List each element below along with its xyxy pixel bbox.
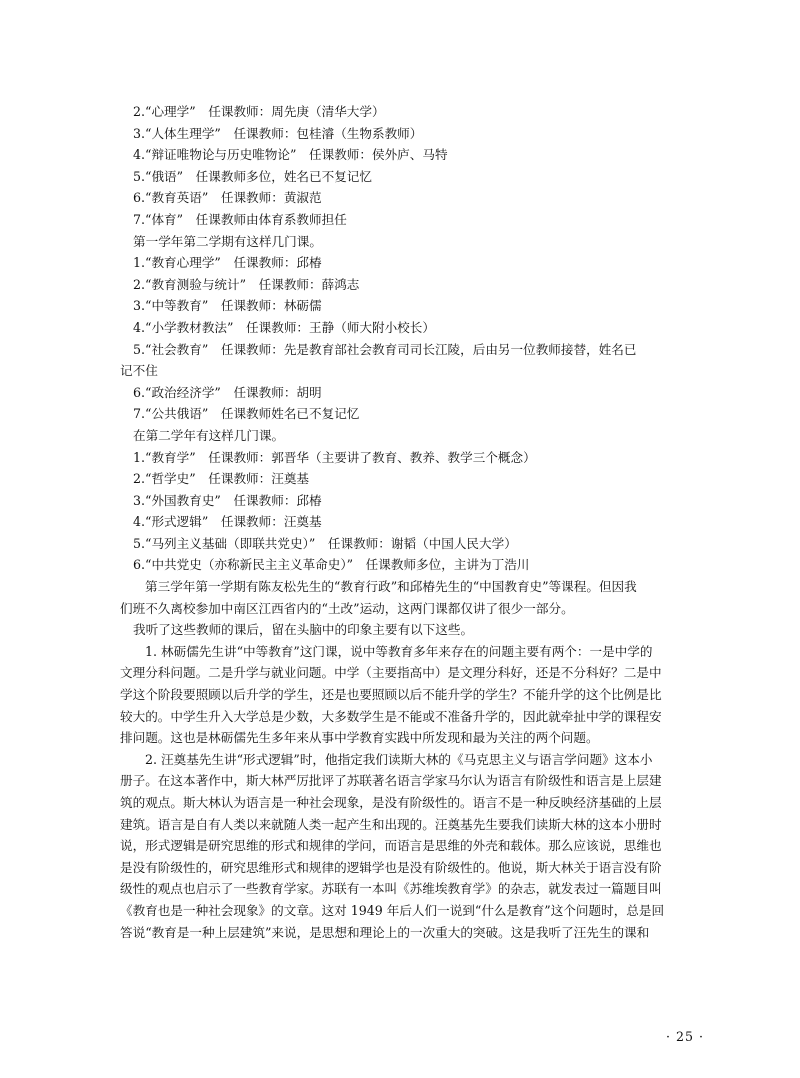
- text-line: 们班不久离校参加中南区江西省内的“土改”运动，这两门课都仅讲了很少一部分。: [120, 600, 574, 616]
- text-line: 2. 汪奠基先生讲“形式逻辑”时，他指定我们读斯大林的《马克思主义与语言学问题》这本小: [145, 751, 653, 767]
- text-line: 建筑。语言是自有人类以来就随人类一起产生和出现的。汪奠基先生要我们读斯大林的这本小册时: [120, 816, 662, 832]
- course-item: 3.“中等教育” 任课教师：林砺儒: [133, 298, 322, 314]
- course-item: 2.“哲学史” 任课教师：汪奠基: [133, 471, 310, 487]
- paragraph-wang-dianji: [120, 749, 708, 943]
- text-line: 册子。在这本著作中，斯大林严厉批评了苏联著名语言学家马尔认为语言有阶级性和语言是上层建: [120, 773, 662, 789]
- course-item: 3.“人体生理学” 任课教师：包桂濬（生物系教师）: [133, 125, 423, 141]
- text-line: 《教育也是一种社会现象》的文章。这对 1949 年后人们一说到“什么是教育”这个问题时，总是回: [120, 902, 665, 918]
- course-item: 7.“体育” 任课教师由体育系教师担任: [133, 211, 347, 227]
- course-item: 3.“外国教育史” 任课教师：邱椿: [133, 492, 322, 508]
- course-item: 6.“中共党史（亦称新民主主义革命史）” 任课教师多位，主讲为丁浩川: [133, 557, 530, 573]
- text-line: 说，形式逻辑是研究思维的形式和规律的学问，而语言是思维的外壳和载体。那么应该说，思维也: [120, 838, 662, 854]
- course-item: 7.“公共俄语” 任课教师姓名已不复记忆: [133, 406, 360, 422]
- course-item: 记不住: [120, 363, 158, 379]
- paragraph-lin-liru: [120, 641, 708, 749]
- course-item: 5.“马列主义基础（即联共党史）” 任课教师：谢韬（中国人民大学）: [133, 535, 517, 551]
- course-item: 6.“教育英语” 任课教师：黄淑范: [133, 190, 322, 206]
- text-line: 学这个阶段要照顾以后升学的学生，还是也要照顾以后不能升学的学生？不能升学的这个比例是比: [120, 687, 662, 703]
- text-line: 文理分科问题。二是升学与就业问题。中学（主要指高中）是文理分科好，还是不分科好？二是中: [120, 665, 662, 681]
- page-number: · 25 ·: [665, 1029, 704, 1044]
- document-body: [120, 101, 708, 943]
- heading-year2: 在第二学年有这样几门课。: [133, 427, 285, 443]
- text-line: 第三学年第一学期有陈友松先生的“教育行政”和邱椿先生的“中国教育史”等课程。但因我: [145, 579, 637, 595]
- text-line: 答说“教育是一种上层建筑”来说，是思想和理论上的一次重大的突破。这是我听了汪先生的课和: [120, 924, 650, 940]
- paragraph-year3: [120, 576, 708, 619]
- text-line: 1. 林砺儒先生讲“中等教育”这门课，说中等教育多年来存在的问题主要有两个：一是中学的: [145, 643, 653, 659]
- text-line: 排问题。这也是林砺儒先生多年来从事中学教育实践中所发现和最为关注的两个问题。: [120, 730, 599, 746]
- course-item: 5.“俄语” 任课教师多位，姓名已不复记忆: [133, 168, 372, 184]
- course-list-year1-sem1: [120, 101, 708, 231]
- paragraph-impressions-intro: 我听了这些教师的课后，留在头脑中的印象主要有以下这些。: [133, 622, 474, 638]
- course-item: 1.“教育心理学” 任课教师：邱椿: [133, 255, 322, 271]
- course-item: 4.“辩证唯物论与历史唯物论” 任课教师：侯外庐、马特: [133, 147, 448, 163]
- text-line: 较大的。中学生升入大学总是少数，大多数学生是不能或不准备升学的，因此就牵扯中学的课程安: [120, 708, 662, 724]
- course-item: 4.“形式逻辑” 任课教师：汪奠基: [133, 514, 322, 530]
- text-line: 筑的观点。斯大林认为语言是一种社会现象，是没有阶级性的。语言不是一种反映经济基础的上层: [120, 795, 662, 810]
- text-line: 级性的观点也启示了一些教育学家。苏联有一本叫《苏维埃教育学》的杂志，就发表过一篇题目叫: [120, 881, 662, 897]
- course-item: 2.“教育测验与统计” 任课教师：薛鸿志: [133, 276, 360, 292]
- text-line: 是没有阶级性的，研究思维形式和规律的逻辑学也是没有阶级性的。他说，斯大林关于语言没有阶: [120, 859, 662, 875]
- course-item: 1.“教育学” 任课教师：郭晋华（主要讲了教育、教养、教学三个概念）: [133, 449, 536, 465]
- course-list-year1-sem2: [120, 252, 708, 425]
- course-item: 4.“小学教材教法” 任课教师：王静（师大附小校长）: [133, 319, 435, 335]
- course-item: 2.“心理学” 任课教师：周先庚（清华大学）: [133, 104, 385, 119]
- course-list-year2: [120, 447, 708, 577]
- course-item: 6.“政治经济学” 任课教师：胡明: [133, 384, 322, 400]
- heading-year1-sem2: 第一学年第二学期有这样几门课。: [133, 233, 322, 249]
- course-item: 5.“社会教育” 任课教师：先是教育部社会教育司司长江陵，后由另一位教师接替，姓名已: [133, 341, 637, 357]
